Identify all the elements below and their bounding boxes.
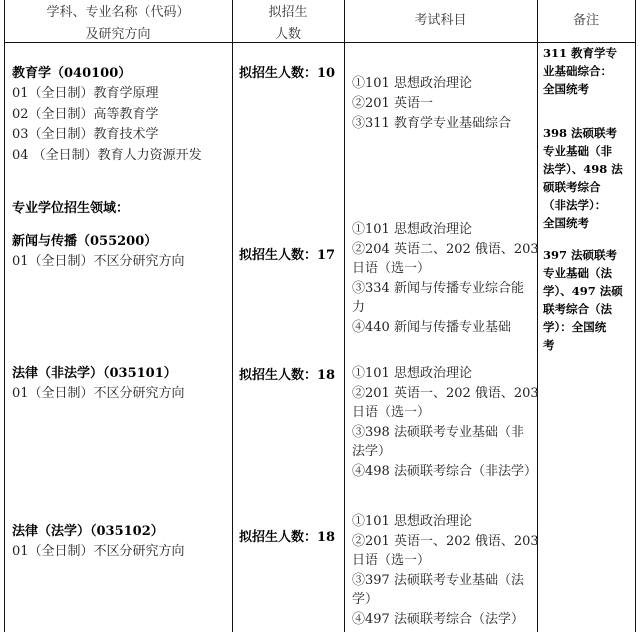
row-title-journalism: 新闻与传播（055200） (12, 234, 158, 249)
subjects-journalism (352, 220, 539, 337)
header-col4: 备注 (572, 13, 599, 28)
note-line: 全国统考 (543, 82, 589, 96)
table-right-border (635, 0, 636, 632)
header-col-subjects (344, 10, 537, 32)
col-divider-2 (344, 0, 345, 632)
subject-item: ④440 新闻与传播专业基础 (352, 319, 511, 335)
header-col3: 考试科目 (414, 13, 467, 28)
subject-item: ②201 英语一 (352, 96, 433, 111)
subject-item: ②204 英语二、202 俄语、203 (352, 241, 539, 257)
subject-item: ①101 思想政治理论 (352, 514, 472, 529)
note-line: 专业基础（法 (543, 266, 612, 280)
note-line: 联考综合（法 (543, 302, 612, 316)
direction-item: 04 （全日制）教育人力资源开发 (12, 147, 202, 163)
subject-item: ③311 教育学专业基础综合 (352, 116, 511, 131)
section-professional-degree: 专业学位招生领域： (12, 201, 130, 216)
direction-item: 01（全日制）不区分研究方向 (12, 386, 185, 401)
subject-item: ②201 英语一、202 俄语、203 (352, 533, 539, 549)
note-line: 硕联考综合 (543, 180, 601, 194)
subject-item: ③398 法硕联考专业基础（非 (352, 424, 524, 440)
note-line: 业基础综合： (543, 64, 612, 78)
subjects-law (352, 512, 539, 629)
direction-item: 01（全日制）不区分研究方向 (12, 254, 185, 269)
quota-journalism: 拟招生人数：17 (239, 248, 336, 263)
note-line: 考 (543, 338, 555, 352)
note-line: 专业基础（非 (543, 144, 612, 158)
note-line: 311 教育学专 (543, 46, 618, 60)
subject-item: 日语（选一） (352, 261, 431, 276)
note-line: 法学）、498 法 (543, 162, 623, 176)
note-line: 全国统考 (543, 216, 589, 230)
subject-item: 日语（选一） (352, 553, 431, 568)
direction-item: 03（全日制）教育技术学 (12, 127, 159, 142)
subject-item: ③397 法硕联考专业基础（法 (352, 572, 524, 588)
note-law-nonlaw (543, 124, 629, 232)
direction-item: 01（全日制）不区分研究方向 (12, 544, 185, 559)
subjects-education (352, 74, 511, 134)
row-directions-education (12, 84, 202, 166)
subject-item: 日语（选一） (352, 405, 431, 420)
note-education (543, 44, 629, 98)
quota-education: 拟招生人数：10 (239, 66, 336, 81)
quota-law: 拟招生人数：18 (239, 530, 336, 545)
header-col1-line2: 及研究方向 (85, 27, 151, 42)
table-left-border (4, 0, 5, 632)
subject-item: ④497 法硕联考综合（法学） (352, 611, 524, 627)
subject-item: ④498 法硕联考综合（非法学） (352, 463, 537, 479)
subject-item: 学） (352, 592, 379, 607)
note-line: （非法学）： (543, 198, 607, 212)
header-col2-line2: 人数 (274, 27, 301, 42)
header-col-quota (232, 2, 344, 46)
quota-law-nonlaw: 拟招生人数：18 (239, 368, 336, 383)
note-line: 397 法硕联考 (543, 248, 618, 262)
subject-item: ①101 思想政治理论 (352, 366, 472, 381)
header-col-notes (537, 10, 635, 32)
note-line: 学）、497 法硕 (543, 284, 623, 298)
subject-item: ①101 思想政治理论 (352, 222, 472, 237)
header-col1-line1: 学科、专业名称（代码） (46, 5, 190, 20)
subject-item: ③334 新闻与传播专业综合能 (352, 280, 524, 296)
col-divider-1 (232, 0, 233, 632)
row-title-education: 教育学（040100） (12, 66, 132, 81)
header-col2-line1: 拟招生 (268, 5, 308, 20)
subject-item: 力 (352, 300, 366, 315)
subjects-law-nonlaw (352, 364, 539, 481)
row-title-law: 法律（法学）（035102） (12, 524, 164, 539)
note-line: 学）：全国统 (543, 320, 607, 334)
direction-item: 02（全日制）高等教育学 (12, 106, 159, 122)
direction-item: 01（全日制）教育学原理 (12, 86, 159, 101)
note-law (543, 246, 629, 354)
subject-item: 法学） (352, 444, 392, 459)
row-title-law-nonlaw: 法律（非法学）（035101） (12, 366, 177, 381)
subject-item: ①101 思想政治理论 (352, 76, 472, 91)
header-col-discipline (4, 2, 232, 46)
note-line: 398 法硕联考 (543, 126, 618, 140)
subject-item: ②201 英语一、202 俄语、203 (352, 385, 539, 401)
